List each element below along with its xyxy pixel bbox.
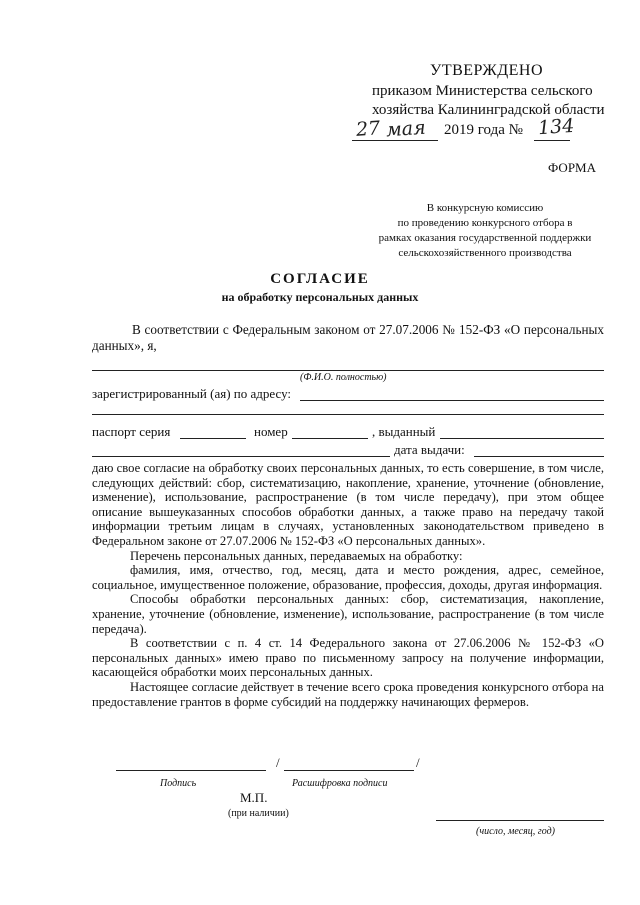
decode-caption: Расшифровка подписи [292, 778, 388, 789]
passport-series-field[interactable] [180, 438, 246, 439]
approval-date-row [355, 114, 586, 146]
approval-line-1: приказом Министерства сельского [372, 83, 593, 99]
number-underline [534, 140, 570, 141]
approval-year: 2019 года № [444, 122, 523, 138]
approval-line-2: хозяйства Калининградской области [372, 102, 605, 118]
signature-slash-left: / [276, 755, 280, 770]
addressee-line-4: сельскохозяйственного производства [398, 247, 572, 259]
seal-label: М.П. [240, 790, 268, 805]
issue-date-field[interactable] [474, 456, 604, 457]
body-paragraph-6: Настоящее согласие действует в течение всего срока проведения конкурсного отбора на предоставление грантов в форме субсидий на поддержку начинающих фермеров. [92, 679, 604, 709]
issued-by-field[interactable] [92, 456, 390, 457]
passport-series-label: паспорт серия [92, 424, 171, 439]
passport-number-field[interactable] [292, 438, 368, 439]
seal-note: (при наличии) [228, 808, 289, 819]
document-subtitle: на обработку персональных данных [221, 290, 419, 304]
form-label: ФОРМА [548, 160, 596, 175]
body-paragraph-1: даю свое согласие на обработку своих персональных данных, то есть совершение, в том числе, следующих действий: сбор, систематизацию, накопление, хранение, уточнение (обновление, изменение), использование, распространение (в том числе передачу), при этом общее описание вышеуказанных способов обработки данных, а также право на передачу такой информации третьим лицам в случаях, установленных законодательством приведено в Федеральном законе от 27.07.2006 № 152-ФЗ «О персональных данных». [92, 461, 604, 548]
fio-caption: (Ф.И.О. полностью) [300, 372, 387, 383]
address-field[interactable] [300, 400, 604, 401]
signature-decode-field[interactable] [284, 770, 414, 771]
body-paragraph-3: фамилия, имя, отчество, год, месяц, дата и место рождения, адрес, семейное, социальное, имущественное положение, образование, профессия, доходы, другая информация. [92, 563, 604, 592]
signature-caption: Подпись [160, 778, 197, 789]
issue-date-label: дата выдачи: [394, 442, 465, 457]
document-title: СОГЛАСИЕ [270, 271, 370, 287]
registered-label: зарегистрированный (ая) по адресу: [92, 386, 292, 401]
addressee-line-2: по проведению конкурсного отбора в [397, 217, 573, 229]
fio-field[interactable] [92, 370, 604, 371]
handwritten-order-number: 134 [537, 114, 575, 140]
handwritten-month: мая [385, 116, 427, 142]
signature-slash-right: / [416, 755, 420, 770]
addressee-line-3: рамках оказания государственной поддержки [378, 232, 592, 244]
passport-number-label: номер [254, 424, 288, 439]
date-caption: (число, месяц, год) [476, 826, 555, 837]
approval-title: УТВЕРЖДЕНО [430, 62, 544, 79]
body-paragraph-5: В соответствии с п. 4 ст. 14 Федерального закона от 27.06.2006 № 152-ФЗ «О персональных данных» имею право по письменному запросу на получение информации, касающейся обработки моих персональных данных. [92, 636, 604, 680]
handwritten-day: 27 [355, 117, 381, 141]
passport-issued-label: , выданный [372, 424, 436, 439]
date-underline [352, 140, 438, 141]
body-paragraph-4: Способы обработки персональных данных: сбор, систематизация, накопление, хранение, уточнение (обновление, изменение), использование, распространение (в том числе передача). [92, 592, 604, 636]
passport-issued-field[interactable] [440, 438, 604, 439]
address-field-2[interactable] [92, 414, 604, 415]
addressee-line-1: В конкурсную комиссию [426, 202, 544, 214]
body-paragraph-2: Перечень персональных данных, передаваемых на обработку: [130, 548, 463, 563]
lead-paragraph: В соответствии с Федеральным законом от 27.07.2006 № 152-ФЗ «О персональных данных», я, [92, 322, 604, 353]
consent-body [92, 461, 604, 709]
date-field[interactable] [436, 820, 604, 821]
signature-field[interactable] [116, 770, 266, 771]
